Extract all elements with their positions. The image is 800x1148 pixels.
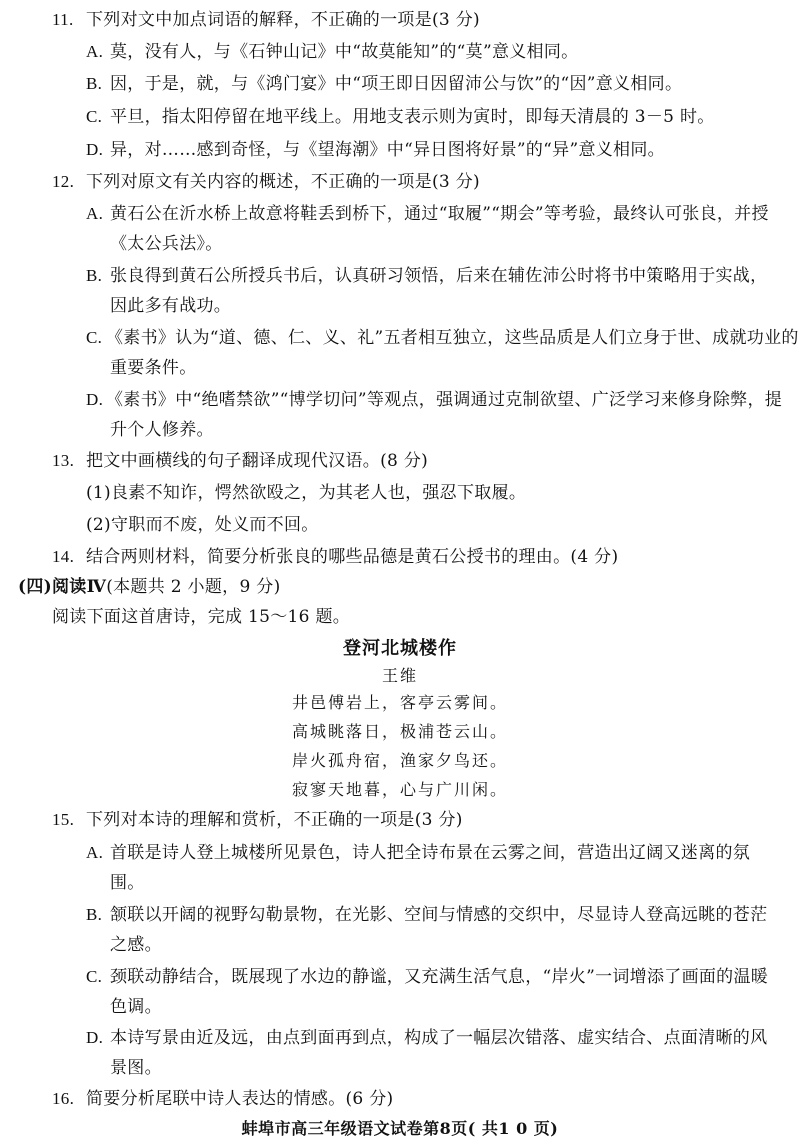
q13-item-1: (1)良素不知诈，愕然欲殴之，为其老人也，强忍下取履。: [86, 483, 527, 503]
option-text: 张良得到黄石公所授兵书后，认真研习领悟，后来在辅佐沛公时将书中策略用于实战，: [110, 266, 768, 286]
q15-stem: [52, 808, 463, 832]
q12-option-a-cont: 《太公兵法》。: [110, 234, 223, 254]
q15-option-a: [86, 841, 750, 865]
q12-option-d: [86, 388, 782, 412]
q11-option-a: [86, 40, 578, 64]
q14-number: 14.: [52, 547, 75, 566]
option-label: B.: [86, 905, 103, 924]
q14-stem: [52, 545, 618, 569]
q15-option-a-cont: 围。: [110, 873, 145, 893]
q12-option-c: [86, 326, 799, 350]
q11-stem-text: 下列对文中加点词语的解释，不正确的一项是(3 分): [86, 10, 480, 30]
option-text: 本诗写景由近及远，由点到面再到点，构成了一幅层次错落、虚实结合、点面清晰的风: [110, 1028, 768, 1048]
option-text: 《素书》中“绝嗜禁欲”“博学切问”等观点，强调通过克制欲望、广泛学习来修身除弊，提: [106, 390, 783, 410]
q16-stem-text: 简要分析尾联中诗人表达的情感。(6 分): [86, 1089, 394, 1109]
option-text: 《素书》认为“道、德、仁、义、礼”五者相互独立，这些品质是人们立身于世、成就功业的: [106, 328, 799, 348]
q12-option-a: [86, 202, 769, 226]
q15-option-b: [86, 903, 767, 927]
q14-stem-text: 结合两则材料，简要分析张良的哪些品德是黄石公授书的理由。(4 分): [86, 547, 619, 567]
q13-number: 13.: [52, 451, 75, 470]
q15-stem-text: 下列对本诗的理解和赏析，不正确的一项是(3 分): [86, 810, 463, 830]
poem-line: 高城眺落日，极浦苍云山。: [291, 722, 508, 741]
option-text: 颔联以开阔的视野勾勒景物，在光影、空间与情感的交织中，尽显诗人登高远眺的苍茫: [110, 905, 768, 925]
q15-option-d-cont: 景图。: [110, 1058, 162, 1078]
option-label: B.: [86, 74, 103, 93]
q12-stem: [52, 170, 480, 194]
option-text: 首联是诗人登上城楼所见景色，诗人把全诗布景在云雾之间，营造出辽阔又迷离的氛: [110, 843, 751, 863]
option-text: 黄石公在沂水桥上故意将鞋丢到桥下，通过“取履”“期会”等考验，最终认可张良，并授: [110, 204, 769, 224]
option-text: 异，对……感到奇怪，与《望海潮》中“异日图将好景”的“异”意义相同。: [110, 140, 665, 160]
q13-stem: [52, 449, 428, 473]
option-text: 莫，没有人，与《石钟山记》中“故莫能知”的“莫”意义相同。: [110, 42, 579, 62]
option-text: 颈联动静结合，既展现了水边的静谧，又充满生活气息，“岸火”一词增添了画面的温暖: [110, 967, 769, 987]
q12-option-b-cont: 因此多有战功。: [110, 296, 232, 316]
q12-option-b: [86, 264, 767, 288]
q15-option-c: [86, 965, 768, 989]
option-label: C.: [86, 328, 103, 347]
section4-intro: 阅读下面这首唐诗，完成 15～16 题。: [52, 607, 351, 627]
option-label: C.: [86, 967, 103, 986]
poem-title: 登河北城楼作: [343, 638, 457, 659]
q12-option-d-cont: 升个人修养。: [110, 420, 214, 440]
page-footer: 蚌埠市高三年级语文试卷第8页( 共1 0 页): [241, 1119, 559, 1138]
option-label: D.: [86, 390, 104, 409]
q15-number: 15.: [52, 810, 75, 829]
q11-number: 11.: [52, 10, 74, 29]
section4-heading: [18, 575, 281, 599]
option-label: B.: [86, 266, 103, 285]
q15-option-b-cont: 之感。: [110, 935, 162, 955]
q11-stem: [52, 8, 480, 32]
option-text: 平旦，指太阳停留在地平线上。用地支表示则为寅时，即每天清晨的 3－5 时。: [110, 107, 715, 127]
section4-note: (本题共 2 小题，9 分): [106, 577, 281, 597]
q11-option-c: [86, 105, 715, 129]
option-label: D.: [86, 1028, 104, 1047]
q15-option-c-cont: 色调。: [110, 997, 162, 1017]
option-label: A.: [86, 42, 104, 61]
option-label: C.: [86, 107, 103, 126]
poem-author: 王维: [381, 666, 418, 685]
option-label: A.: [86, 843, 104, 862]
q11-option-b: [86, 72, 682, 96]
q16-stem: [52, 1087, 393, 1111]
poem-line: 寂寥天地暮，心与广川闲。: [291, 780, 508, 799]
section4-title: (四)阅读Ⅳ: [18, 577, 107, 597]
q13-stem-text: 把文中画横线的句子翻译成现代汉语。(8 分): [86, 451, 429, 471]
poem-line: 岸火孤舟宿，渔家夕鸟还。: [291, 751, 508, 770]
q11-option-d: [86, 138, 665, 162]
q15-option-d: [86, 1026, 767, 1050]
option-label: D.: [86, 140, 104, 159]
q12-number: 12.: [52, 172, 75, 191]
option-label: A.: [86, 204, 104, 223]
q12-option-c-cont: 重要条件。: [110, 358, 197, 378]
q16-number: 16.: [52, 1089, 75, 1108]
q12-stem-text: 下列对原文有关内容的概述，不正确的一项是(3 分): [86, 172, 480, 192]
option-text: 因，于是，就，与《鸿门宴》中“项王即日因留沛公与饮”的“因”意义相同。: [110, 74, 683, 94]
q13-item-2: (2)守职而不废，处义而不回。: [86, 515, 319, 535]
poem-line: 井邑傅岩上，客亭云雾间。: [291, 693, 508, 712]
